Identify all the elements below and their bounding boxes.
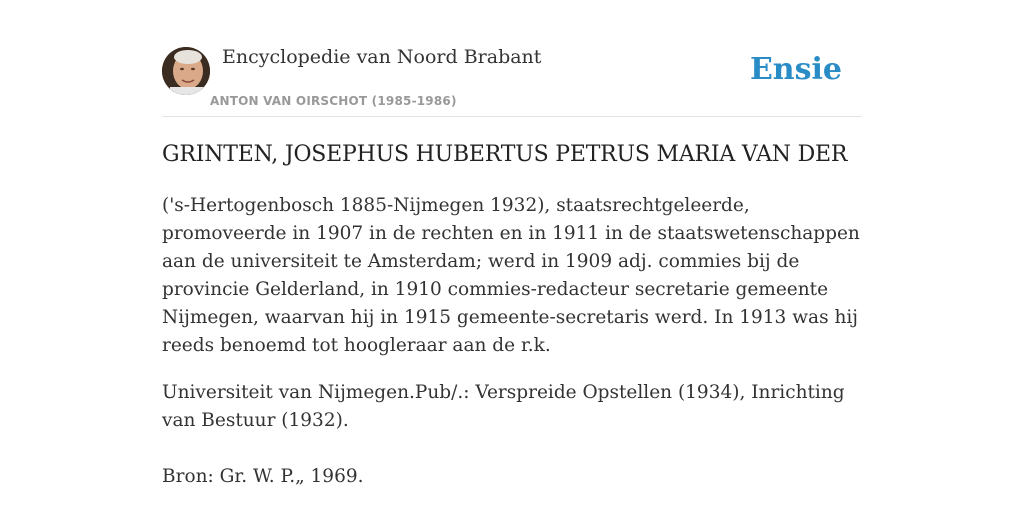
article-header: [162, 0, 862, 117]
entry-paragraph: ('s-Hertogenbosch 1885-Nijmegen 1932), staatsrechtgeleerde, promoveerde in 1907 in de rechten en in 1911 in de staatswetenschappen aan de universiteit te Amsterdam; werd in 1909 adj. commies bij de provincie Gelderland, in 1910 commies-redacteur secretarie gemeente Nijmegen, waarvan hij in 1915 gemeente-secretaris werd. In 1913 was hij reeds benoemd tot hoogleraar aan de r.k.: [162, 195, 860, 356]
encyclopedia-title[interactable]: Encyclopedie van Noord Brabant: [222, 46, 542, 68]
author-name[interactable]: ANTON VAN OIRSCHOT (1985-1986): [210, 94, 457, 108]
author-avatar[interactable]: [162, 47, 210, 95]
entry-title: GRINTEN, JOSEPHUS HUBERTUS PETRUS MARIA VAN DER: [162, 142, 848, 167]
ensie-logo[interactable]: Ensie: [749, 52, 842, 87]
article-card: [162, 0, 862, 487]
entry-source: Bron: Gr. W. P.„ 1969.: [162, 466, 364, 487]
entry-paragraph: Universiteit van Nijmegen.Pub/.: Verspreide Opstellen (1934), Inrichting van Bestuur (1932).: [162, 382, 845, 431]
entry-body: [162, 192, 862, 510]
portrait-image: [162, 47, 210, 95]
